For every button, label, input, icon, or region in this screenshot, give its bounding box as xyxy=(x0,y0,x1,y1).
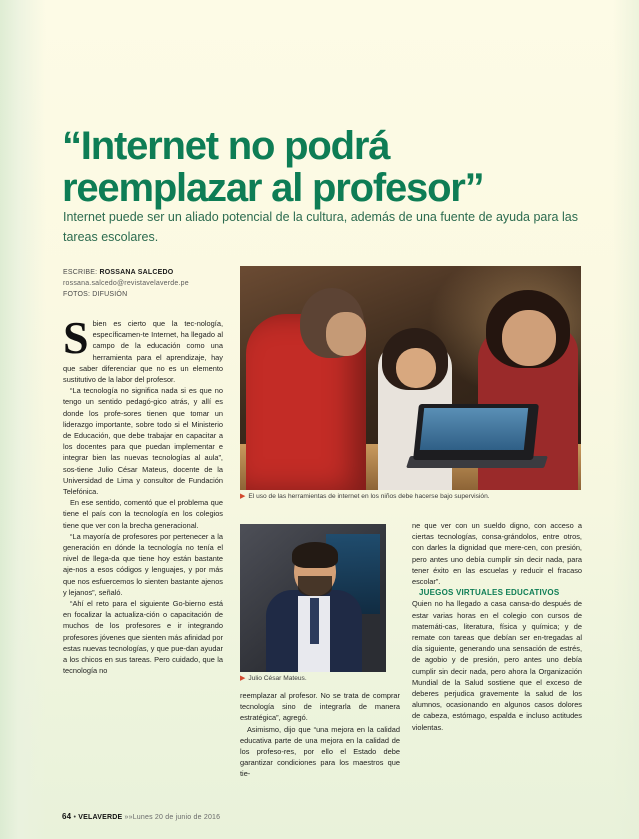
page-number: 64 xyxy=(62,812,72,821)
photo-caption-1-text: El uso de las herramientas de internet en los niños debe hacerse bajo supervisión. xyxy=(248,493,490,500)
footer-separator: • xyxy=(73,814,77,821)
paragraph: “La mayoría de profesores por pertenecer a la generación en dónde la tecnología no tenía el nivel de llega-da que tiene hoy están bastante aje-nos a esos códigos y lenguajes, y por más que nos esfuercemos lo sienten bastante ajenos y lejanos”, señaló. xyxy=(63,531,223,597)
paragraph: “La tecnología no significa nada si es que no tengo un sentido pedagó-gico atrás, y allí es donde los profe-sores tienen que tomar un liderazgo importante, sobre todo si el Ministerio de Educación, que debe trabajar en capacitar a los docentes para que puedan implementar e integrar bien las nuevas tecnologías al aula”, sos-tiene Julio César Mateus, docente de la Universidad de Lima y consultor de Fundación Telefónica. xyxy=(63,386,223,497)
body-column-3 xyxy=(412,520,582,733)
byline-label: ESCRIBE: xyxy=(63,269,98,276)
photo-credit: FOTOS: DIFUSIÓN xyxy=(63,291,128,298)
byline-author-line xyxy=(63,268,233,279)
paragraph: Asimismo, dijo que “una mejora en la calidad educativa parte de una mejora en la calidad de los profeso-res, por ello el Estado debe garantizar condiciones para los maestros que tie- xyxy=(240,724,400,779)
headline-line-1: “Internet no podrá xyxy=(62,123,390,168)
paragraph: Quien no ha llegado a casa cansa-do después de estar varias horas en el colegio con cursos de matemáti-cas, literatura, física y química; y de remate con tareas que debían ser en-tregadas al día siguiente, generando una sensación de estrés, de agobio y de presión, pero antes uno debía cumplir sin decir nada, pero ahora la Organización Mundial de la Salud sostiene que el exceso de deberes perjudica gravemente la salud de los alumnos, ocasionando en algunos casos dolores de cabeza, estómago, espalda e incluso actitudes violentas. xyxy=(412,599,582,732)
body-column-1 xyxy=(63,312,223,677)
photo-caption-1 xyxy=(240,492,581,502)
footer-date: »»Lunes 20 de junio de 2016 xyxy=(124,814,221,821)
caption-marker-icon: ▶ xyxy=(240,675,246,682)
paragraph: ne que ver con un sueldo digno, con acceso a ciertas tecnologías, consa-grándolos, entre otros, con darles la dignidad que mere-cen, con presión, pero antes uno debía cumplir sin decir nada, para tener éxito en las escuelas y reducir el fracaso escolar”. xyxy=(412,521,582,587)
body-column-2 xyxy=(240,690,400,780)
drop-cap: S xyxy=(63,312,89,363)
paragraph: reemplazar al profesor. No se trata de comprar tecnología sino de integrarla de manera estratégica”, agregó. xyxy=(240,691,400,723)
paragraph: “Ahí el reto para el siguiente Go-bierno está en focalizar la actualiza-ción o capacitación de muchos de los profesores e ir integrando profesores jóvenes que sienten más afinidad por estas nuevas tecnologías, y que pue-dan ayudar a los chicos en sus tareas. Pero cuidado, que la tecnología no xyxy=(63,599,223,676)
page-footer xyxy=(62,812,582,821)
footer-brand: VELAVERDE xyxy=(78,814,123,821)
page-title xyxy=(62,125,622,209)
caption-marker-icon: ▶ xyxy=(240,493,246,500)
paragraph xyxy=(63,312,223,385)
section-subhead: JUEGOS VIRTUALES EDUCATIVOS xyxy=(419,588,560,598)
portrait-photo xyxy=(240,524,386,672)
article-deck: Internet puede ser un aliado potencial de la cultura, además de una fuente de ayuda para las tareas escolares. xyxy=(63,210,578,244)
byline-author: ROSSANA SALCEDO xyxy=(99,269,174,276)
byline-credits xyxy=(63,268,233,301)
photo-caption-2-text: Julio César Mateus. xyxy=(248,675,307,682)
classroom-laptop-photo xyxy=(240,266,581,490)
paragraph: En ese sentido, comentó que el problema que tiene el país con la tecnología en los colegios tiene que ver con la brecha generacional. xyxy=(63,498,223,530)
byline-email: rossana.salcedo@revistavelaverde.pe xyxy=(63,279,189,287)
photo-caption-2 xyxy=(240,674,386,684)
headline-line-2: reemplazar al profesor” xyxy=(62,165,484,210)
paragraph-text: bien es cierto que la tec-nología, específicamen-te Internet, ha llegado al campo de la educación como una herramienta para el aprendizaje, hay que saber diferenciar que no es un elemento sustitutivo de la labor del profesor. xyxy=(63,319,223,385)
